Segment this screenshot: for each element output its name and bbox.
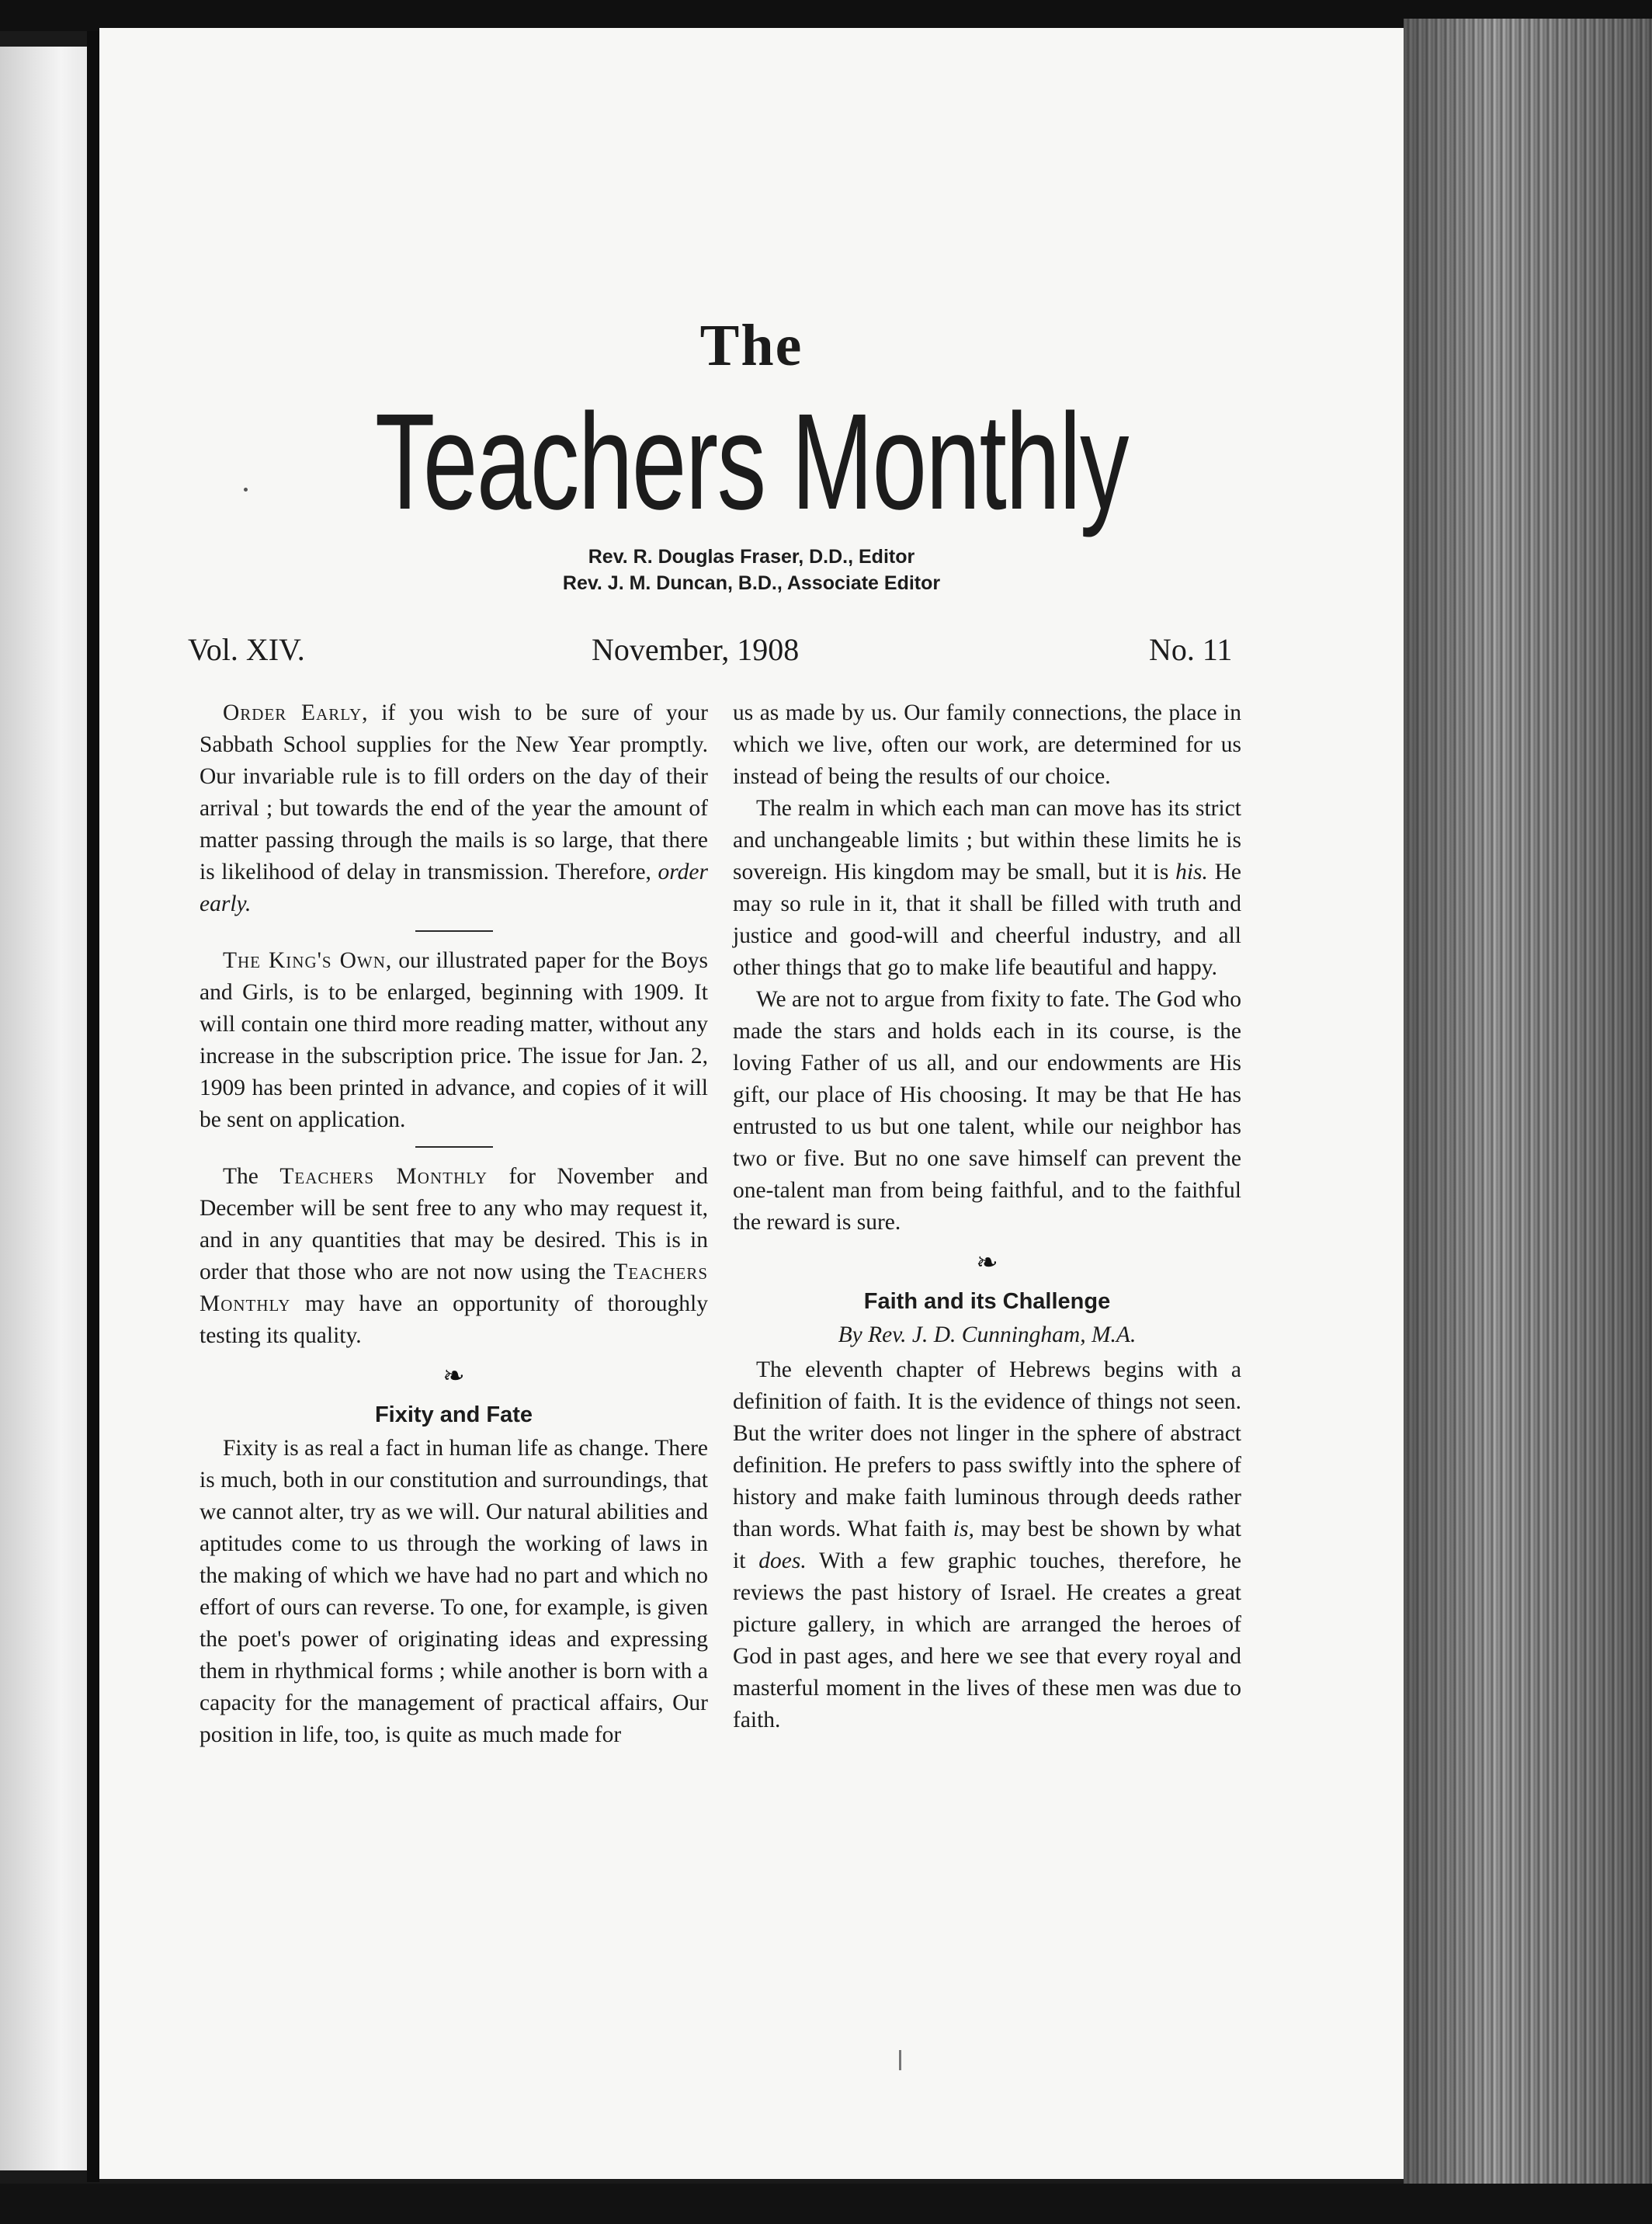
fleuron-ornament-icon: ❧ (442, 1362, 465, 1391)
faith-text: may best be shown by what it (733, 1517, 1242, 1573)
free-copies-text: may have an opportunity of thoroughly testing its quality. (200, 1291, 708, 1348)
issue-volume: Vol. XIV. (188, 632, 305, 667)
left-column (200, 697, 708, 1751)
order-early-emphasis: order early. (200, 860, 708, 916)
page-stack-shading (1404, 19, 1652, 2185)
faith-emphasis: does. (758, 1548, 807, 1573)
print-speck (244, 488, 248, 492)
realm-text: He may so rule in it, that it shall be filled with truth and justice and good-will and cheerful industry, and all other things that go to make life beautiful and happy. (733, 860, 1241, 980)
kings-own-lead: The King's Own (223, 948, 386, 973)
realm-emphasis: his. (1175, 860, 1208, 884)
fixity-continuation: us as made by us. Our family connections, the place in which we live, often our work, are determined for us instead of being the results of our choice. (733, 700, 1241, 789)
fixity-and-fate-heading: Fixity and Fate (374, 1402, 533, 1427)
editor-line: Rev. R. Douglas Fraser, D.D., Editor (588, 546, 915, 568)
print-mark (899, 2050, 901, 2070)
issue-number: No. 11 (1149, 632, 1233, 667)
fixity-paragraph: Fixity is as real a fact in human life as change. There is much, both in our constitution and surroundings, that we cannot alter, try as we will. Our natural abilities and aptitudes come to us through the working of laws in the making of which we have had no part and which no effort of ours can reverse. To one, for example, is given the poet's power of originating ideas and expressing them in rhythmical forms ; while another is born with a capacity for the management of practical affairs, Our position in life, too, is quite as much made for (200, 1436, 708, 1747)
masthead-title: Teachers Monthly (374, 386, 1129, 538)
free-copies-paragraph (200, 1161, 708, 1352)
section-divider (415, 1146, 493, 1148)
realm-text: The realm in which each man can move has its strict and unchangeable limits ; but within these limits he is sovereign. His kingdom may be small, but it is (733, 796, 1241, 884)
faith-emphasis: is, (953, 1517, 974, 1541)
publication-name: Teachers Monthly (200, 1260, 708, 1316)
faith-paragraph (733, 1354, 1241, 1736)
realm-paragraph (733, 793, 1241, 984)
faith-heading: Faith and its Challenge (863, 1289, 1111, 1314)
free-copies-text: for November and December will be sent free to any who may request it, and in any quantities that may be desired. This is in order that those who are not now using the (200, 1164, 708, 1284)
editors-block (99, 544, 1404, 596)
faith-byline: By Rev. J. D. Cunningham, M.A. (838, 1322, 1137, 1347)
free-copies-text: The (223, 1164, 280, 1189)
scan-bottom-border (0, 2184, 1652, 2224)
fate-paragraph: We are not to argue from fixity to fate. The God who made the stars and holds each in its course, is the loving Father of us all, and our endowments are His gift, our place of His choosing. It may be that He has entrusted to us but one talent, while our neighbor has two or five. But no one save himself can prevent the one-talent man from being faithful, and to the faithful the reward is sure. (733, 987, 1241, 1235)
faith-text: With a few graphic touches, therefore, he reviews the past history of Israel. He creates a great picture gallery, in which are arranged the heroes of God in past ages, and here we see that every royal and masterful moment in the lives of these men was due to faith. (733, 1548, 1241, 1732)
order-early-paragraph (200, 697, 708, 920)
book-gutter (87, 31, 99, 2182)
order-early-body: , if you wish to be sure of your Sabbath School supplies for the New Year promptly. Our invariable rule is to fill orders on the day of their arrival ; but towards the end of the year the amount of matter passing through the mails is so large, that there is likelihood of delay in transmission. Therefore, (200, 700, 708, 884)
right-column (733, 697, 1241, 1736)
issue-date: November, 1908 (592, 632, 800, 667)
associate-editor-line: Rev. J. M. Duncan, B.D., Associate Editor (562, 572, 941, 594)
masthead-article: The (699, 313, 803, 378)
section-divider (415, 930, 493, 932)
order-early-lead: Order Early (223, 700, 363, 725)
publication-name: Teachers Monthly (279, 1164, 488, 1189)
fleuron-ornament-icon: ❧ (976, 1249, 998, 1277)
faith-text: The eleventh chapter of Hebrews begins with a definition of faith. It is the evidence of things not seen. But the writer does not linger in the sphere of abstract definition. He prefers to pass swiftly into the sphere of history and make faith luminous through deeds rather than words. What faith (733, 1357, 1241, 1541)
kings-own-paragraph (200, 945, 708, 1136)
kings-own-body: , our illustrated paper for the Boys and Girls, is to be enlarged, beginning with 1909. It will contain one third more reading matter, without any increase in the subscription price. The issue for Jan. 2, 1909 has been printed in advance, and copies of it will be sent on application. (200, 948, 708, 1132)
facing-page-edge (0, 47, 87, 2170)
